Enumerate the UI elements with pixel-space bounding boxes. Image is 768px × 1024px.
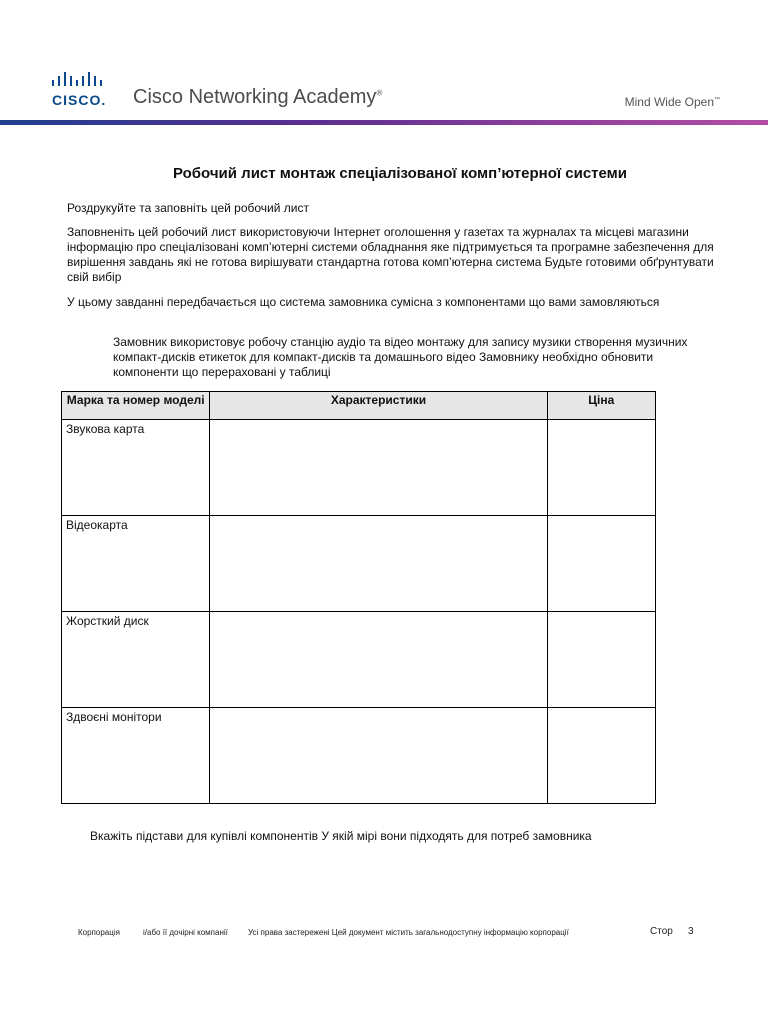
specs-cell[interactable] bbox=[210, 420, 547, 516]
page-label: Стор bbox=[650, 926, 673, 937]
table-row bbox=[62, 708, 656, 804]
scenario-text: Замовник використовує робочу станцію аудіо та відео монтажу для запису музики створення музичних компакт-дисків етикеток для компакт-дисків та домашнього відео Замовнику необхідно обновити компоненти що перераховані у таблиці bbox=[113, 335, 688, 379]
intro-text: Заповненіть цей робочий лист використовуючи Інтернет оголошення у газетах та журналах та місцеві магазини інформацію про спеціалізовані комп’ютерні системи обладнання яке підтримується та програмне забезпечення для вирішення завдань які не готова вирішувати стандартна готова комп’ютерна система Будьте готовими обґрунтувати свій вибір bbox=[67, 225, 714, 284]
price-cell[interactable] bbox=[547, 612, 655, 708]
instruction-text: Роздрукуйте та заповніть цей робочий лист bbox=[67, 201, 309, 215]
header-specs: Характеристики bbox=[210, 392, 547, 420]
header-divider bbox=[0, 120, 768, 125]
components-table bbox=[61, 391, 656, 804]
page-header bbox=[0, 60, 768, 126]
component-cell[interactable]: Здвоєні монітори bbox=[62, 708, 210, 804]
price-cell[interactable] bbox=[547, 708, 655, 804]
price-cell[interactable] bbox=[547, 420, 655, 516]
table-row bbox=[62, 516, 656, 612]
component-cell[interactable]: Жорсткий диск bbox=[62, 612, 210, 708]
table-header-row bbox=[62, 392, 656, 420]
specs-cell[interactable] bbox=[210, 516, 547, 612]
price-cell[interactable] bbox=[547, 516, 655, 612]
footer-affiliates: і/або її дочірні компанії bbox=[143, 928, 228, 937]
table-row bbox=[62, 420, 656, 516]
page-title: Робочий лист монтаж спеціалізованої комп’ютерної системи bbox=[173, 165, 627, 182]
header-price: Ціна bbox=[547, 392, 655, 420]
component-cell[interactable]: Звукова карта bbox=[62, 420, 210, 516]
tagline: Mind Wide Open™ bbox=[624, 95, 720, 109]
cisco-wordmark: CISCO. bbox=[52, 92, 107, 108]
footer-corp: Корпорація bbox=[78, 928, 120, 937]
specs-cell[interactable] bbox=[210, 612, 547, 708]
specs-cell[interactable] bbox=[210, 708, 547, 804]
task-text: У цьому завданні передбачається що система замовника сумісна з компонентами що вами замовляються bbox=[67, 295, 660, 309]
cisco-bridge-icon bbox=[52, 70, 122, 90]
table-row bbox=[62, 612, 656, 708]
academy-title: Cisco Networking Academy® bbox=[133, 86, 383, 108]
footer-rights: Усі права застережені Цей документ містить загальнодоступну інформацію корпорації bbox=[248, 928, 569, 937]
page-number: 3 bbox=[688, 926, 694, 937]
header-brand-model: Марка та номер моделі bbox=[62, 392, 210, 420]
component-cell[interactable]: Відеокарта bbox=[62, 516, 210, 612]
cisco-logo bbox=[52, 70, 122, 110]
closing-prompt: Вкажіть підстави для купівлі компонентів У якій мірі вони підходять для потреб замовника bbox=[90, 829, 592, 843]
